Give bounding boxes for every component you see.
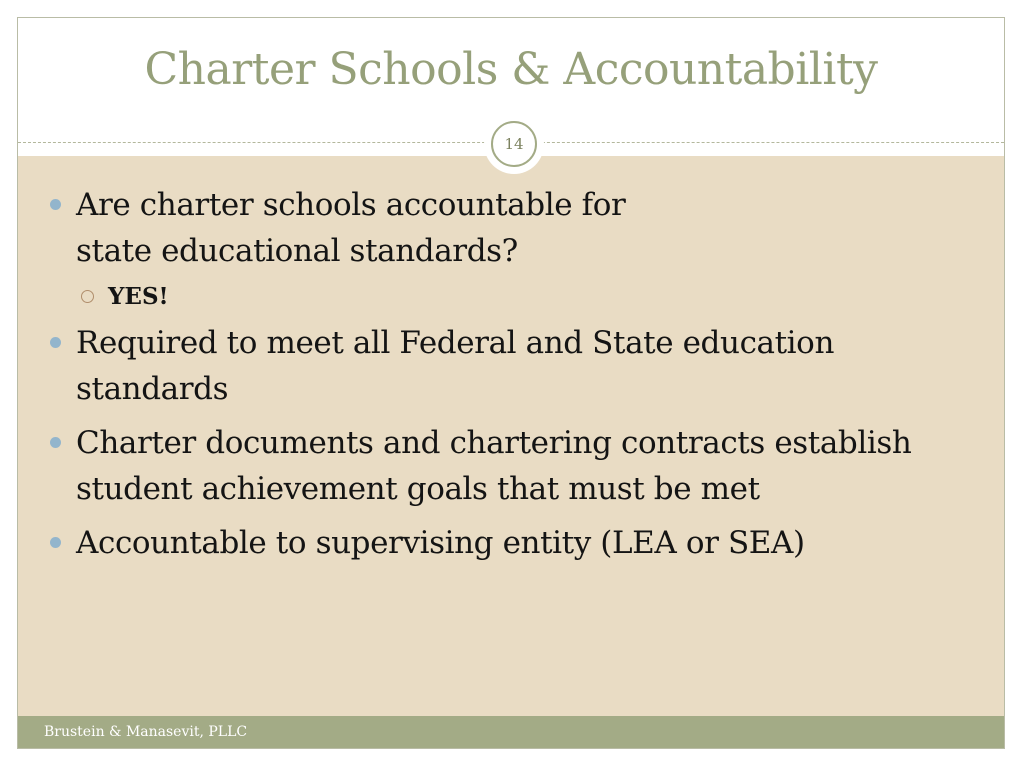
bullet-text: Accountable to supervising entity (LEA or SEA) bbox=[76, 525, 805, 561]
sub-bullet-text: YES! bbox=[108, 283, 169, 310]
bullet-text: Charter documents and chartering contracts establish student achievement goals that must be met bbox=[76, 425, 912, 507]
bullet-icon bbox=[50, 537, 61, 548]
sub-bullet-icon bbox=[81, 290, 94, 303]
sub-bullet-item bbox=[48, 280, 948, 314]
bullet-item bbox=[48, 320, 948, 412]
footer-bar bbox=[18, 716, 1004, 749]
bullet-icon bbox=[50, 199, 61, 210]
bullet-text-line-2: state educational standards? bbox=[76, 233, 518, 269]
bullet-item bbox=[48, 182, 948, 274]
bullet-icon bbox=[50, 437, 61, 448]
bullet-item bbox=[48, 420, 948, 512]
bullet-list bbox=[48, 182, 948, 566]
footer-text: Brustein & Manasevit, PLLC bbox=[44, 724, 248, 740]
bullet-icon bbox=[50, 337, 61, 348]
bullet-text-line-1: Are charter schools accountable for bbox=[76, 187, 626, 223]
bullet-item bbox=[48, 520, 948, 566]
slide-title: Charter Schools & Accountability bbox=[144, 44, 878, 95]
bullet-text: Required to meet all Federal and State education standards bbox=[76, 325, 835, 407]
slide bbox=[17, 17, 1005, 749]
page-number: 14 bbox=[491, 121, 537, 167]
page-number-badge bbox=[484, 114, 544, 174]
